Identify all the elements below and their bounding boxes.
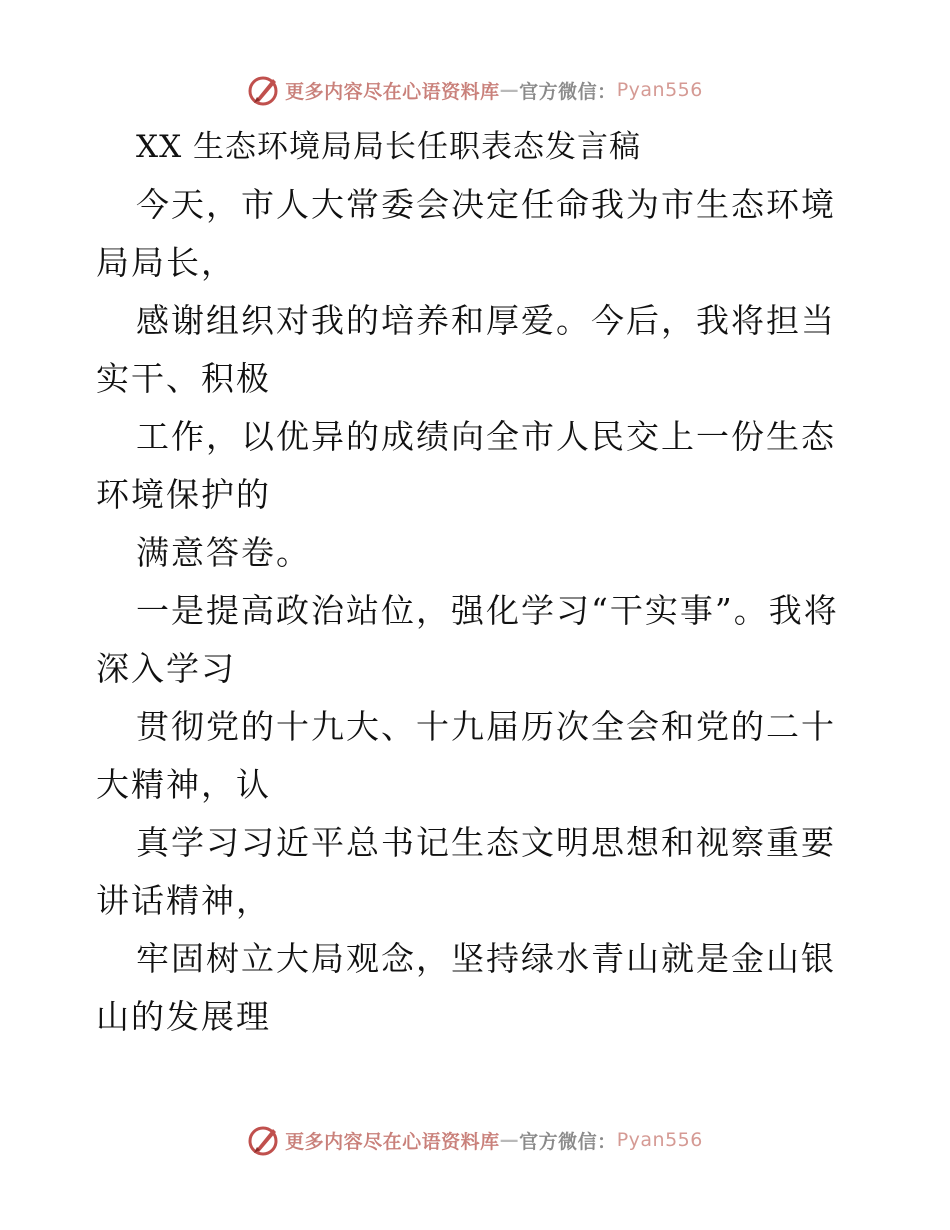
banner-wechat-id: Pyan556 [616,79,703,101]
banner-main-text: 更多内容尽在心语资料库 [285,80,500,103]
quill-pen-logo-icon [247,1123,281,1157]
header-watermark-banner [0,70,950,110]
document-title: XX 生态环境局局长任职表态发言稿 [136,129,641,165]
banner-wechat-label: 官方微信： [519,1130,617,1153]
quill-pen-logo-icon [247,73,281,107]
banner-wechat-label: 官方微信： [519,80,617,103]
paragraph-3: 工作，以优异的成绩向全市人民交上一份生态环境保护的 [96,417,836,514]
paragraph-1: 今天，市人大常委会决定任命我为市生态环境局局长， [96,185,836,282]
paragraph-6: 贯彻党的十九大、十九届历次全会和党的二十大精神，认 [96,707,836,804]
paragraph-2: 感谢组织对我的培养和厚爱。今后，我将担当实干、积极 [96,301,836,398]
paragraph-8: 牢固树立大局观念，坚持绿水青山就是金山银山的发展理 [96,939,836,1036]
paragraph-7: 真学习习近平总书记生态文明思想和视察重要讲话精神， [96,823,836,920]
paragraph-4: 满意答卷。 [136,533,311,572]
banner-separator: — [499,1129,520,1151]
paragraph-5: 一是提高政治站位，强化学习“干实事”。我将深入学习 [96,591,839,688]
banner-wechat-id: Pyan556 [616,1129,703,1151]
banner-separator: — [499,79,520,101]
footer-watermark-banner [0,1120,950,1160]
banner-main-text: 更多内容尽在心语资料库 [285,1130,500,1153]
document-body [96,118,856,1046]
